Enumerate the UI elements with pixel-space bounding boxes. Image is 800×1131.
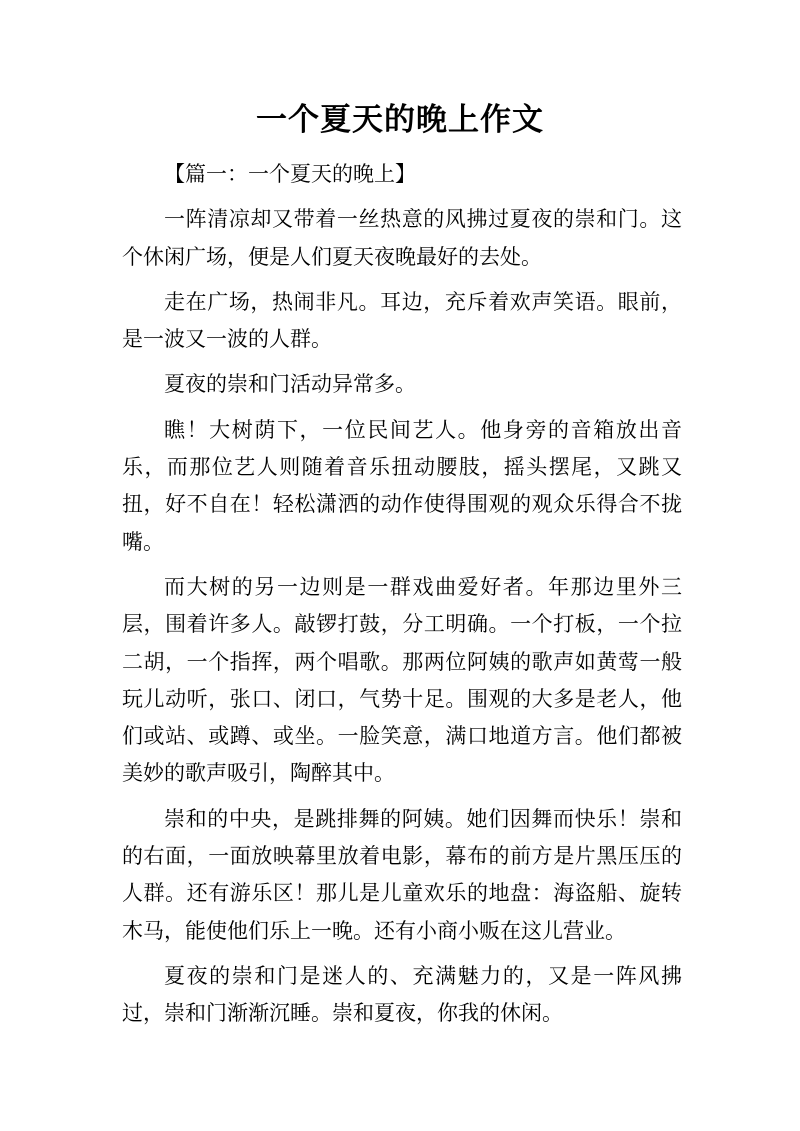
paragraph: 夏夜的崇和门活动异常多。 bbox=[164, 372, 416, 397]
section-heading: 【篇一：一个夏天的晚上】 bbox=[164, 162, 416, 186]
paragraph: 崇和的中央，是跳排舞的阿姨。她们因舞而快乐！崇和的右面，一面放映幕里放着电影，幕布的前方是片黑压压的人群。还有游乐区！那儿是儿童欢乐的地盘：海盗船、旋转木马，能使他们乐上一晚。还有小商小贩在这儿营业。 bbox=[122, 806, 682, 943]
article-body bbox=[122, 156, 682, 1041]
paragraph: 而大树的另一边则是一群戏曲爱好者。年那边里外三层，围着许多人。敲锣打鼓，分工明确。一个打板，一个拉二胡，一个指挥，两个唱歌。那两位阿姨的歌声如黄莺一般玩儿动听，张口、闭口，气势十足。围观的大多是老人，他们或站、或蹲、或坐。一脸笑意，满口地道方言。他们都被美妙的歌声吸引，陶醉其中。 bbox=[122, 574, 682, 786]
paragraph: 一阵清凉却又带着一丝热意的风拂过夏夜的崇和门。这个休闲广场，便是人们夏天夜晚最好的去处。 bbox=[122, 207, 682, 269]
paragraph: 走在广场，热闹非凡。耳边，充斥着欢声笑语。眼前，是一波又一波的人群。 bbox=[122, 289, 682, 352]
paragraph: 夏夜的崇和门是迷人的、充满魅力的，又是一阵风拂过，崇和门渐渐沉睡。崇和夏夜，你我的休闲。 bbox=[122, 963, 682, 1026]
page-title: 一个夏天的晚上作文 bbox=[256, 102, 544, 138]
paragraph: 瞧！大树荫下，一位民间艺人。他身旁的音箱放出音乐，而那位艺人则随着音乐扭动腰肢，摇头摆尾，又跳又扭，好不自在！轻松潇洒的动作使得围观的观众乐得合不拢嘴。 bbox=[122, 417, 682, 554]
